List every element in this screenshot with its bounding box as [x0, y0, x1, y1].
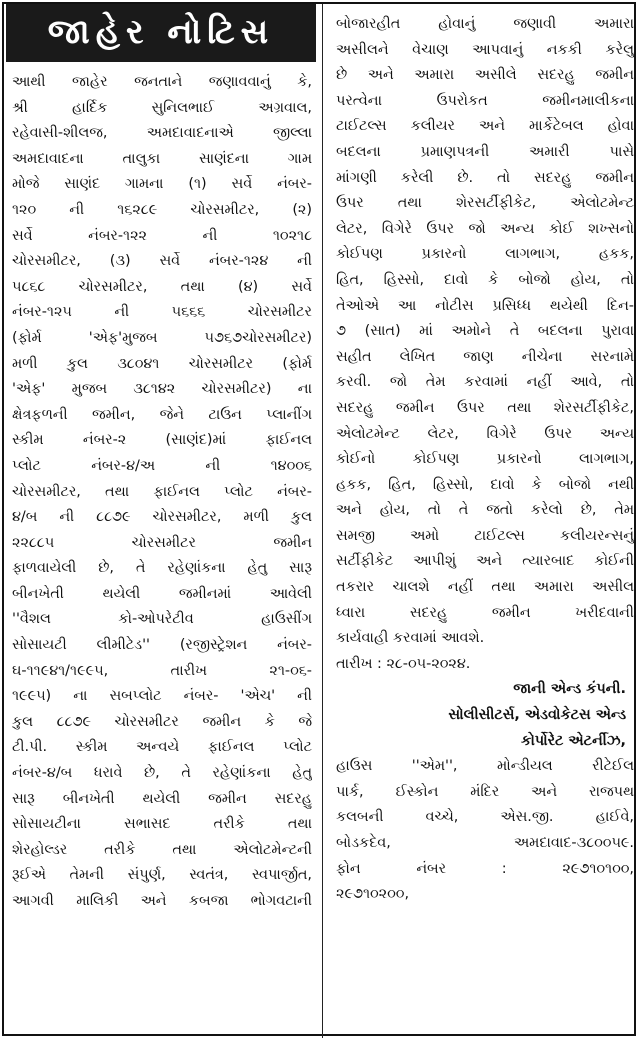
notice-body-line: સર્ટીફીકેટ આપીશું અને ત્યારબાદ કોઈની	[336, 553, 634, 570]
address-line: પાર્ક, ઈસ્કોન મંદિર અને રાજપથ	[336, 783, 634, 800]
notice-body-line: સર્વે નંબર-૧૨૨ ની ૧૦૨૧૮	[12, 227, 312, 244]
law-firm-signature	[336, 677, 634, 754]
notice-left-column	[6, 4, 316, 915]
notice-body-line: ૪/બ ની ૮૮૭૯ ચોરસમીટર, મળી કુલ	[12, 509, 312, 526]
notice-body-line: કુલ ૮૮૭૯ ચોરસમીટર જમીન કે જે	[12, 713, 312, 730]
notice-body-line: બીનખેતી થયેલી જમીનમાં આવેલી	[12, 585, 312, 602]
notice-body-line: સોસાયટી લીમીટેડ'' (રજીસ્ટ્રેશન નંબર-	[12, 637, 312, 654]
notice-body-line: ઘ-૧૧૯૪૧/૧૯૯૫, તારીખ ૨૧-૦૬-	[12, 662, 312, 679]
notice-body-line: ઉપર તથા શેરસર્ટીફીકેટ, એલોટમેન્ટ	[336, 195, 634, 212]
notice-body-line: અને હોય, તો તે જતો કરેલો છે, તેમ	[336, 502, 634, 519]
notice-body-line: ૨૨૮૮૫ ચોરસમીટર જમીન	[12, 534, 312, 551]
notice-body-line: ૧૨૦ ની ૧૬૨૮૯ ચોરસમીટર, (૨)	[12, 201, 312, 218]
notice-body-line: શેરહોલ્ડર તરીકે તથા એલોટમેન્ટની	[12, 841, 312, 858]
notice-body-line: ચોરસમીટર, (૩) સર્વે નંબર-૧૨૪ ની	[12, 253, 312, 270]
notice-body-line: રહેવાસી-શીલજ, અમદાવાદનાએ જીલ્લા	[12, 125, 312, 142]
notice-body-line: ટી.પી. સ્કીમ અન્વયે ફાઈનલ પ્લોટ	[12, 739, 312, 756]
address-line: ફોન નંબર : ૨૯૭૧૦૧૦૦,	[336, 860, 634, 877]
column-divider	[322, 4, 323, 1038]
notice-body-line: શ્રી હાર્દિક સુનિલભાઈ અગ્રવાલ,	[12, 99, 312, 116]
address-line: બોડકદેવ, અમદાવાદ-૩૮૦૦૫૯.	[336, 835, 634, 851]
notice-title: જાહેર નોટિસ	[6, 4, 316, 62]
notice-body-line: કોઈપણ પ્રકારનો લાગભાગ, હકક,	[336, 246, 634, 263]
notice-right-paragraph	[336, 12, 634, 652]
notice-body-line: ક્ષેત્રફળની જમીન, જેને ટાઉન પ્લાનીંગ	[12, 406, 312, 423]
notice-date: તારીખ : ૨૮-૦૫-૨૦૨૪.	[336, 655, 471, 672]
notice-body-line: નંબર-૪/બ ધરાવે છે, તે રહેણાંકના હેતુ	[12, 765, 312, 782]
notice-body-line: સહીત લેખિત જાણ નીચેના સરનામે	[336, 348, 634, 365]
notice-body-line: બદલના પ્રમાણપત્રની અમારી પાસે	[336, 143, 634, 160]
notice-body-line: ફાળવાયેલી છે, તે રહેણાંકના હેતુ સારૂ	[12, 560, 312, 577]
notice-body-line: ધ્વારા સદરહુ જમીન ખરીદવાની	[336, 604, 634, 621]
notice-body-line: કોઈનો કોઈપણ પ્રકારનો લાગભાગ,	[336, 451, 634, 468]
notice-right-body	[330, 4, 636, 908]
notice-body-line: લેટર, વિગેરે ઉપર જો અન્ય કોઈ શખ્સનો	[336, 220, 634, 237]
notice-body-line: એલોટમેન્ટ લેટર, વિગેરે ઉપર અન્ય	[336, 425, 634, 442]
notice-body-line: ''વૈશલ કો-ઓપરેટીવ હાઉસીંગ	[12, 611, 312, 628]
notice-body-line: ચોરસમીટર, તથા ફાઈનલ પ્લોટ નંબર-	[12, 483, 312, 500]
notice-body-line: હિત, હિસ્સો, દાવો કે બોજો હોય, તો	[336, 271, 634, 288]
notice-body-line: સદરહુ જમીન ઉપર તથા શેરસર્ટીફીકેટ,	[336, 399, 634, 416]
notice-body-line: પ્લોટ નંબર-૪/અ ની ૧૪૦૦૬	[12, 457, 312, 474]
address-line: કલબની વચ્ચે, એસ.જી. હાઈવે,	[336, 809, 634, 826]
notice-body-line: મળી કુલ ૩૮૦૪૧ ચોરસમીટર (ફોર્મ	[12, 355, 312, 372]
notice-body-line: સારૂ બીનખેતી થયેલી જમીન સદરહુ	[12, 790, 312, 807]
notice-body-line: ૫૮૬૮ ચોરસમીટર, તથા (૪) સર્વે	[12, 278, 312, 295]
notice-body-line: અસીલને વેચાણ આપવાનું નકકી કરેલુ	[336, 41, 634, 58]
notice-left-body	[6, 66, 316, 915]
notice-right-column	[330, 4, 636, 908]
firm-name-line: કોર્પોરેટ એટર્નીઝ,	[521, 732, 626, 749]
notice-body-line: આગવી માલિકી અને કબજા ભોગવટાની	[12, 893, 312, 909]
notice-body-line: છે અને અમારા અસીલે સદરહુ જમીન	[336, 67, 634, 84]
notice-body-line: સ્કીમ નંબર-૨ (સાણંદ)માં ફાઈનલ	[12, 432, 312, 449]
notice-body-line: મોજે સાણંદ ગામના (૧) સર્વે નંબર-	[12, 176, 312, 193]
firm-name-line: સોલીસીટર્સ, એડવોકેટસ એન્ડ	[448, 707, 626, 724]
notice-body-line: ટાઈટલ્સ કલીયર અને માર્કેટેબલ હોવા	[336, 118, 634, 135]
notice-body-line: તેઓએ આ નોટીસ પ્રસિધ્ધ થયેથી દિન-	[336, 297, 634, 314]
firm-name-line: જાની એન્ડ કંપની.	[513, 681, 626, 698]
notice-body-line: માંગણી કરેલી છે. તો સદરહુ જમીન	[336, 169, 634, 186]
notice-body-line: (ફોર્મ 'એફ'મુજબ ૫૭૬૭ચોરસમીટર)	[12, 329, 312, 346]
notice-body-line: તકરાર ચાલશે નહીં તથા અમારા અસીલ	[336, 579, 634, 596]
address-line: હાઉસ ''એમ'', મોન્ડીયલ રીટેઈલ	[336, 758, 634, 775]
law-firm-address	[336, 754, 634, 908]
notice-frame	[2, 2, 636, 1036]
notice-body-line: પરત્વેના ઉપરોકત જમીનમાલીકના	[336, 92, 634, 109]
notice-body-line: સમજી અમો ટાઈટલ્સ કલીયરન્સનું	[336, 527, 634, 544]
notice-body-line: આથી જાહેર જનતાને જણાવવાનું કે,	[12, 74, 312, 90]
notice-body-line: કાર્યવાહી કરવામાં આવશે.	[336, 630, 485, 647]
notice-body-line: ૧૯૯૫) ના સબપ્લોટ નંબર- 'એચ' ની	[12, 688, 312, 705]
notice-body-line: 'એફ' મુજબ ૩૮૧૪૨ ચોરસમીટર) ના	[12, 381, 312, 398]
notice-body-line: સોસાયટીના સભાસદ તરીકે તથા	[12, 816, 312, 833]
address-line: ૨૯૭૧૦૨૦૦,	[336, 886, 410, 903]
notice-body-line: બોજારહીત હોવાનું જણાવી અમારા	[336, 16, 634, 32]
notice-body-line: રૂઈએ તેમની સંપુર્ણ, સ્વતંત્ર, સ્વપાર્જીત,	[12, 867, 312, 884]
notice-body-line: અમદાવાદના તાલુકા સાણંદના ગામ	[12, 150, 312, 167]
notice-body-line: નંબર-૧૨૫ ની ૫૬૬૬ ચોરસમીટર	[12, 304, 312, 321]
notice-body-line: કરવી. જો તેમ કરવામાં નહીં આવે, તો	[336, 374, 634, 391]
notice-body-line: ૭ (સાત) માં અમોને તે બદલના પુરાવા	[336, 323, 634, 340]
notice-body-line: હકક, હિત, હિસ્સો, દાવો કે બોજો નથી	[336, 476, 634, 493]
